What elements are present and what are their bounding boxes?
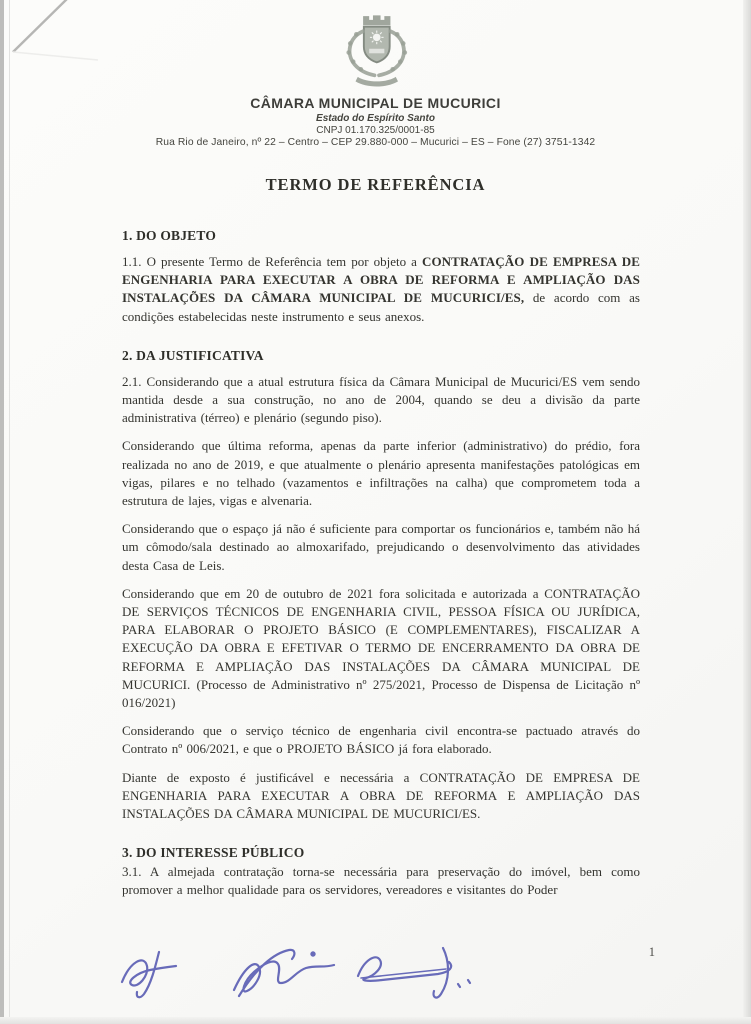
section-heading-1: 1. DO OBJETO	[122, 228, 217, 243]
paragraph-1-1	[122, 253, 640, 326]
org-address: Rua Rio de Janeiro, nº 22 – Centro – CEP 29.880-000 – Mucurici – ES – Fone (27) 3751-1342	[155, 137, 596, 148]
signature-ink-icon	[106, 926, 486, 1018]
section-do-interesse-publico	[122, 845, 640, 899]
page-fold-crease	[0, 0, 100, 70]
scan-edge-left	[0, 0, 4, 1024]
org-cnpj: CNPJ 01.170.325/0001-85	[316, 125, 435, 136]
paragraph-1-1-tail: de acordo com as condições estabelecidas neste instrumento e seus anexos.	[122, 290, 640, 324]
mucurici-coat-of-arms-icon	[338, 7, 414, 92]
paragraph-1-1-object-bold: CONTRATAÇÃO DE EMPRESA DE ENGENHARIA PARA EXECUTAR A OBRA DE REFORMA E AMPLIAÇÃO DAS INSTALAÇÕES DA CÂMARA MUNICIPAL DE MUCURICI/ES,	[122, 254, 640, 306]
paragraph-2-1: 2.1. Considerando que a atual estrutura física da Câmara Municipal de Mucurici/ES vem sendo mantida desde a sua construção, no ano de 2004, quando se deu a divisão da parte administrativa (térreo) e plenário (segundo piso).	[122, 373, 640, 426]
paragraph-1-1-lead: 1.1. O presente Termo de Referência tem por objeto a	[122, 254, 422, 269]
paragraph-2-3: Considerando que o espaço já não é suficiente para comportar os funcionários e, também não há um cômodo/sala destinado ao almoxarifado, prejudicando o desenvolvimento das atividades desta Casa de Leis.	[122, 521, 640, 573]
scan-edge-left-line	[9, 0, 10, 1024]
document-title: TERMO DE REFERÊNCIA	[265, 175, 486, 194]
scan-edge-right	[743, 0, 751, 1024]
paragraph-2-6: Diante de exposto é justificável e necessária a CONTRATAÇÃO DE EMPRESA DE ENGENHARIA PARA EXECUTAR A OBRA DE REFORMA E AMPLIAÇÃO DAS INSTALAÇÕES DA CÂMARA MUNICIPAL DE MUCURICI/ES.	[122, 769, 640, 822]
section-do-objeto	[122, 228, 640, 326]
paragraph-2-4: Considerando que em 20 de outubro de 2021 fora solicitada e autorizada a CONTRATAÇÃO DE SERVIÇOS TÉCNICOS DE ENGENHARIA CIVIL, PESSOA FÍSICA OU JURÍDICA, PARA ELABORAR O PROJETO BÁSICO (E COMPLEMENTARES), FISCALIZAR A EXECUÇÃO DA OBRA E EFETIVAR O TERMO DE ENCERRAMENTO DA OBRA DE REFORMA E AMPLIAÇÃO DAS INSTALAÇÕES DA CÂMARA MUNICIPAL DE MUCURICI. (Processo de Administrativo nº 275/2021, Processo de Dispensa de Licitação nº 016/2021)	[122, 585, 640, 711]
org-state: Estado do Espírito Santo	[316, 113, 435, 124]
page-number: 1	[648, 945, 655, 959]
section-heading-3: 3. DO INTERESSE PÚBLICO	[122, 845, 305, 861]
section-da-justificativa	[122, 348, 640, 823]
section-heading-2: 2. DA JUSTIFICATIVA	[122, 347, 264, 363]
signatures-block	[106, 926, 486, 1023]
letterhead	[0, 0, 751, 148]
paragraph-3-1: 3.1. A almejada contratação torna-se necessária para preservação do imóvel, bem como promover a melhor qualidade para os servidores, vereadores e visitantes do Poder	[122, 864, 640, 898]
org-name: CÂMARA MUNICIPAL DE MUCURICI	[250, 95, 501, 111]
document-body	[0, 228, 751, 900]
paragraph-2-5: Considerando que o serviço técnico de engenharia civil encontra-se pactuado através do Contrato nº 006/2021, e que o PROJETO BÁSICO já fora elaborado.	[122, 723, 640, 757]
paragraph-2-2: Considerando que última reforma, apenas da parte inferior (administrativo) do prédio, fora realizada no ano de 2019, e que atualmente o plenário apresenta manifestações patológicas em vigas, pilares e no telhado (vazamentos e infiltrações na calha) que comprometem toda a estrutura de lajes, vigas e alvenaria.	[122, 438, 640, 509]
